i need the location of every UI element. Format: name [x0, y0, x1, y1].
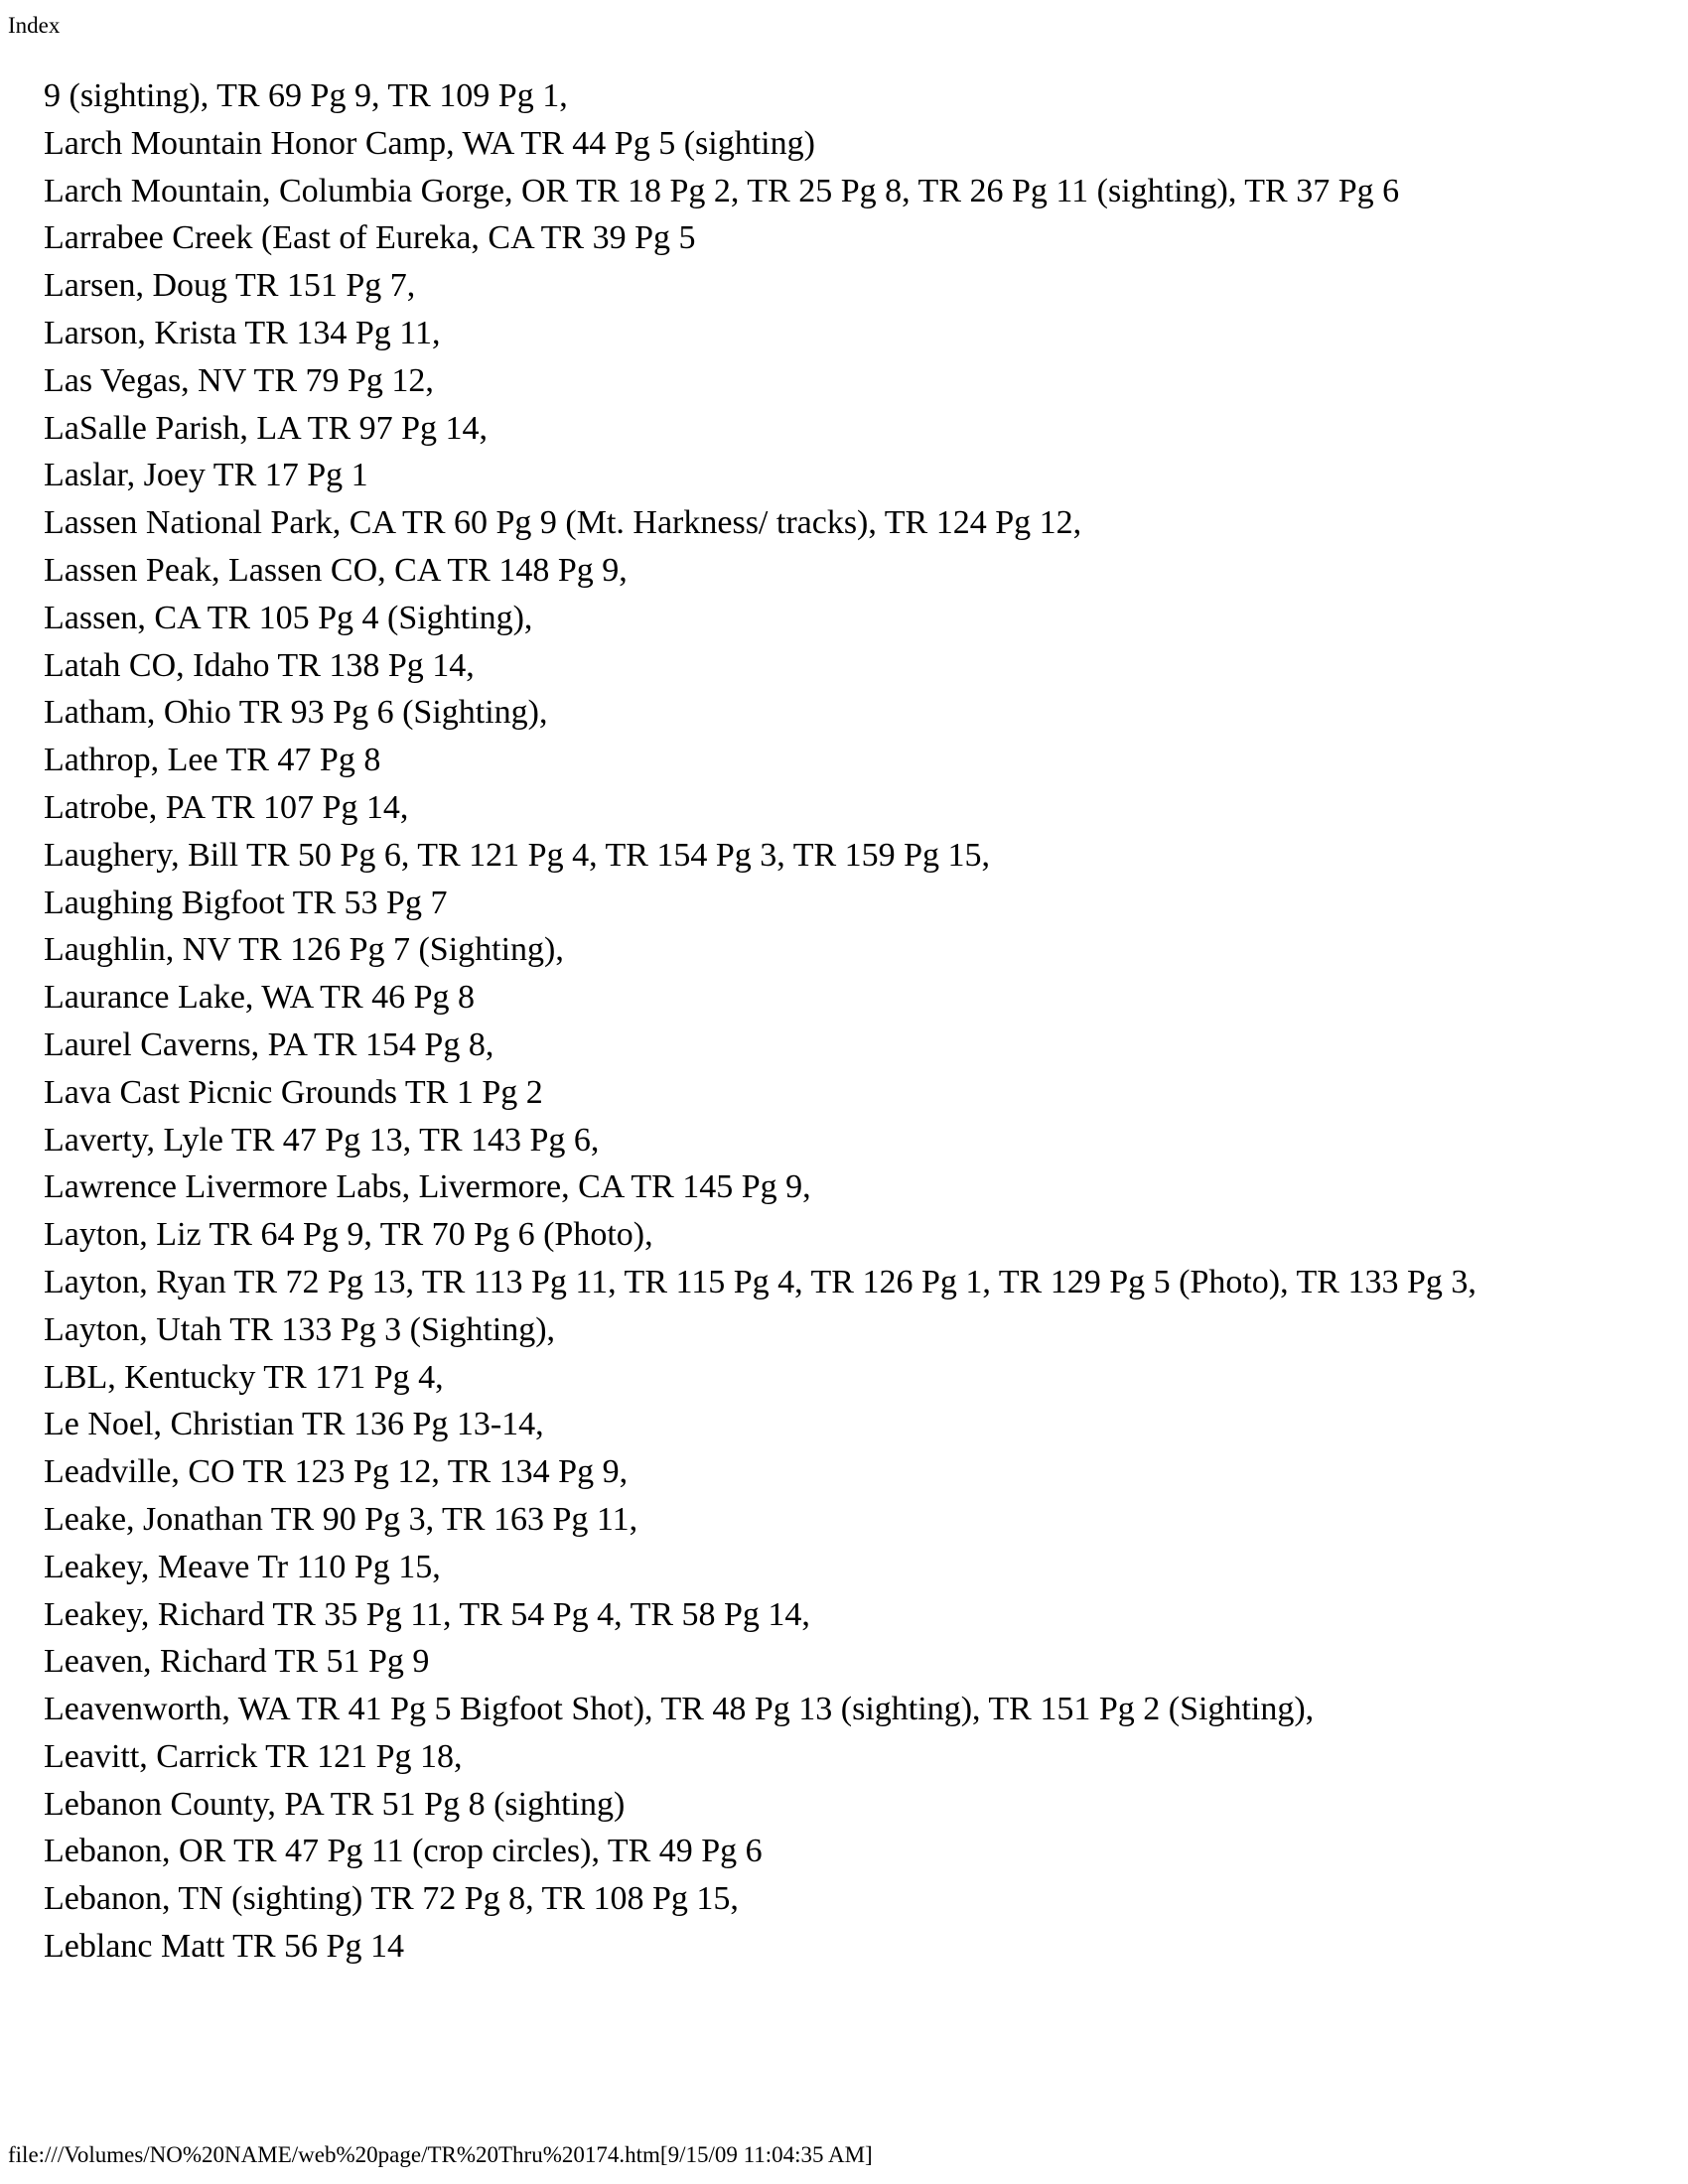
index-entry: Laurance Lake, WA TR 46 Pg 8	[44, 979, 476, 1017]
index-entry: Lathrop, Lee TR 47 Pg 8	[44, 742, 381, 779]
index-entry: Leblanc Matt TR 56 Pg 14	[44, 1928, 404, 1966]
index-entry: Lebanon, TN (sighting) TR 72 Pg 8, TR 108 Pg 15,	[44, 1880, 739, 1918]
index-entry: Laughery, Bill TR 50 Pg 6, TR 121 Pg 4, TR 154 Pg 3, TR 159 Pg 15,	[44, 836, 991, 874]
index-entry: Lassen Peak, Lassen CO, CA TR 148 Pg 9,	[44, 551, 628, 589]
index-entry: LaSalle Parish, LA TR 97 Pg 14,	[44, 409, 489, 447]
index-entry: Lawrence Livermore Labs, Livermore, CA TR 145 Pg 9,	[44, 1168, 811, 1206]
index-entry: Laslar, Joey TR 17 Pg 1	[44, 457, 368, 494]
index-entry: Lassen, CA TR 105 Pg 4 (Sighting),	[44, 599, 533, 636]
index-entry: Las Vegas, NV TR 79 Pg 12,	[44, 361, 434, 399]
index-entry: Larrabee Creek (East of Eureka, CA TR 39 Pg 5	[44, 219, 696, 257]
index-entry: Leake, Jonathan TR 90 Pg 3, TR 163 Pg 11,	[44, 1500, 638, 1538]
index-entry: Latrobe, PA TR 107 Pg 14,	[44, 788, 409, 826]
index-entry: Larson, Krista TR 134 Pg 11,	[44, 314, 441, 351]
index-entry: Latham, Ohio TR 93 Pg 6 (Sighting),	[44, 694, 548, 732]
index-entry: Larch Mountain, Columbia Gorge, OR TR 18 Pg 2, TR 25 Pg 8, TR 26 Pg 11 (sighting), TR 37 Pg 6	[44, 172, 1400, 209]
index-entry: Layton, Ryan TR 72 Pg 13, TR 113 Pg 11, TR 115 Pg 4, TR 126 Pg 1, TR 129 Pg 5 (Photo), TR 133 Pg 3,	[44, 1263, 1477, 1300]
index-entry: Leakey, Richard TR 35 Pg 11, TR 54 Pg 4, TR 58 Pg 14,	[44, 1595, 810, 1633]
index-entry: 9 (sighting), TR 69 Pg 9, TR 109 Pg 1,	[44, 77, 568, 114]
index-entry: Latah CO, Idaho TR 138 Pg 14,	[44, 646, 475, 684]
index-entry: Leadville, CO TR 123 Pg 12, TR 134 Pg 9,	[44, 1453, 629, 1491]
index-entry-list	[44, 72, 1652, 1971]
index-entry: Le Noel, Christian TR 136 Pg 13-14,	[44, 1406, 544, 1443]
page-footer-url: file:///Volumes/NO%20NAME/web%20page/TR%20Thru%20174.htm[9/15/09 11:04:35 AM]	[8, 2142, 873, 2167]
index-entry: Larsen, Doug TR 151 Pg 7,	[44, 267, 416, 305]
index-entry: LBL, Kentucky TR 171 Pg 4,	[44, 1358, 444, 1396]
index-entry: Leavitt, Carrick TR 121 Pg 18,	[44, 1737, 463, 1775]
index-entry: Leaven, Richard TR 51 Pg 9	[44, 1643, 430, 1681]
index-entry: Lebanon County, PA TR 51 Pg 8 (sighting)	[44, 1785, 626, 1823]
page-header-title: Index	[8, 13, 61, 38]
index-entry: Lassen National Park, CA TR 60 Pg 9 (Mt. Harkness/ tracks), TR 124 Pg 12,	[44, 504, 1082, 542]
index-entry: Layton, Utah TR 133 Pg 3 (Sighting),	[44, 1310, 556, 1348]
index-entry: Layton, Liz TR 64 Pg 9, TR 70 Pg 6 (Photo),	[44, 1216, 653, 1254]
index-entry: Leakey, Meave Tr 110 Pg 15,	[44, 1548, 441, 1585]
index-entry: Lebanon, OR TR 47 Pg 11 (crop circles), TR 49 Pg 6	[44, 1833, 763, 1870]
index-entry: Laverty, Lyle TR 47 Pg 13, TR 143 Pg 6,	[44, 1121, 600, 1159]
index-entry: Laurel Caverns, PA TR 154 Pg 8,	[44, 1025, 494, 1063]
index-entry: Laughing Bigfoot TR 53 Pg 7	[44, 884, 448, 921]
index-entry: Laughlin, NV TR 126 Pg 7 (Sighting),	[44, 931, 564, 969]
index-entry: Leavenworth, WA TR 41 Pg 5 Bigfoot Shot), TR 48 Pg 13 (sighting), TR 151 Pg 2 (Sighting),	[44, 1691, 1315, 1728]
index-entry: Lava Cast Picnic Grounds TR 1 Pg 2	[44, 1073, 543, 1111]
index-entry: Larch Mountain Honor Camp, WA TR 44 Pg 5 (sighting)	[44, 124, 815, 162]
